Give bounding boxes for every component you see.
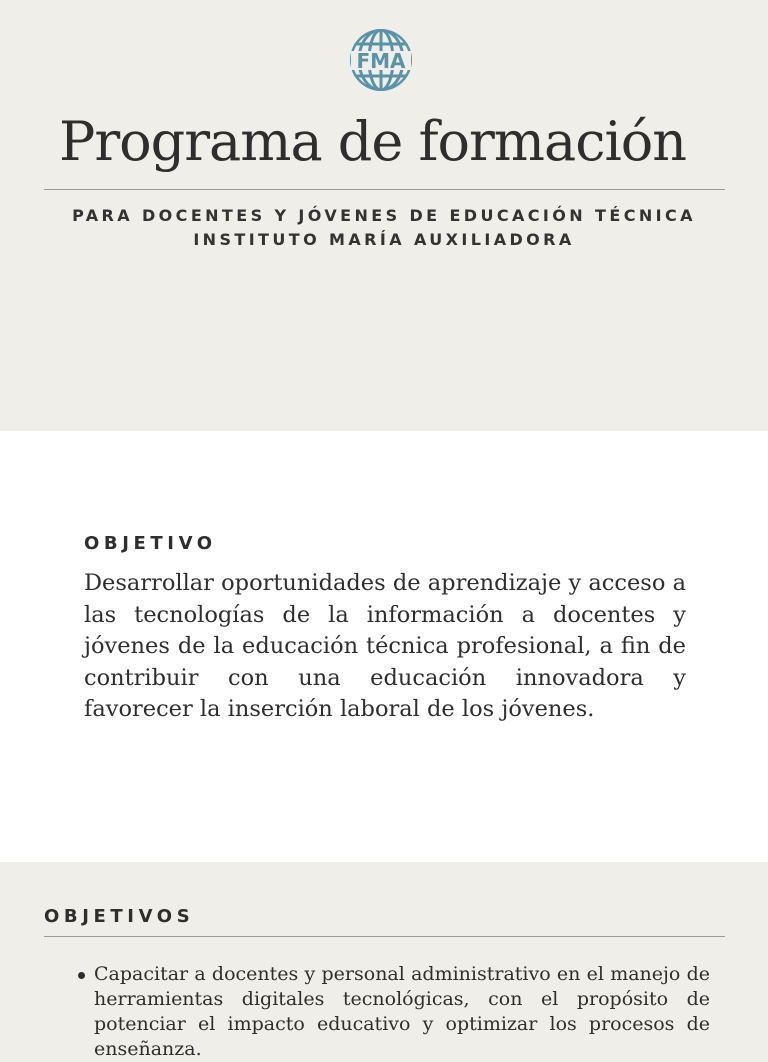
- objective-label: OBJETIVO: [84, 533, 217, 554]
- header-section: [0, 0, 768, 431]
- logo-lettering: FMA: [356, 49, 406, 73]
- objectives-label: OBJETIVOS: [44, 906, 195, 927]
- list-item: Capacitar a docentes y personal administrativo en el manejo de herramientas digitales tecnológicas, con el propósito de potenciar el impacto educativo y optimizar los procesos de enseñanza.: [76, 962, 710, 1062]
- subtitle-line-2: INSTITUTO MARÍA AUXILIADORA: [193, 230, 575, 249]
- globe-logo-icon: [349, 28, 413, 92]
- objectives-divider: [44, 936, 725, 937]
- objectives-list: [76, 962, 710, 1062]
- page-title: Programa de formación: [59, 110, 686, 173]
- title-divider: [44, 189, 725, 190]
- objective-text: Desarrollar oportunidades de aprendizaje y acceso a las tecnologías de la información a docentes y jóvenes de la educación técnica profesional, a fin de contribuir con una educación innovadora y favorecer la inserción laboral de los jóvenes.: [84, 570, 686, 722]
- subtitle-line-1: PARA DOCENTES Y JÓVENES DE EDUCACIÓN TÉCNICA: [72, 206, 696, 225]
